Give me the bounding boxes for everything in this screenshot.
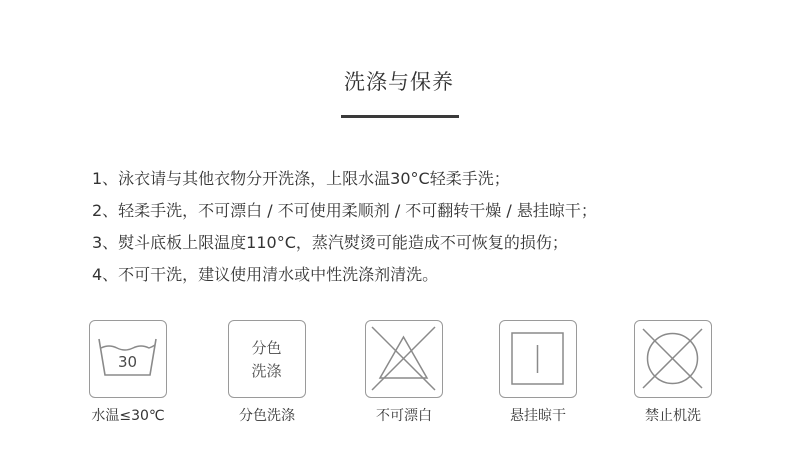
wash-separately-text-line2: 洗涤 — [251, 362, 282, 380]
wash-30-icon — [89, 320, 167, 398]
no-machine-wash-icon — [634, 320, 712, 398]
page-title: 洗涤与保养 — [344, 70, 454, 94]
care-note-1: 1、泳衣请与其他衣物分开洗涤，上限水温30°C轻柔手洗； — [92, 169, 510, 188]
wash-separately-text-line1: 分色 — [251, 339, 282, 357]
no-bleach-label: 不可漂白 — [376, 408, 432, 424]
no-machine-wash-label: 禁止机洗 — [645, 408, 701, 424]
care-note-2: 2、轻柔手洗，不可漂白 / 不可使用柔顺剂 / 不可翻转干燥 / 悬挂晾干； — [92, 201, 597, 220]
wash-separately-icon — [228, 320, 306, 398]
care-note-4: 4、不可干洗，建议使用清水或中性洗涤剂清洗。 — [92, 265, 439, 284]
title-underline — [341, 115, 459, 118]
care-notes-list — [92, 163, 597, 291]
line-dry-icon — [499, 320, 577, 398]
wash-30-label: 水温≤30℃ — [91, 408, 165, 424]
wash-separately-label: 分色洗涤 — [239, 408, 295, 424]
no-bleach-icon — [365, 320, 443, 398]
line-dry-label: 悬挂晾干 — [510, 408, 566, 424]
wash-temperature-text: 30 — [117, 353, 138, 371]
care-note-3: 3、熨斗底板上限温度110°C，蒸汽熨烫可能造成不可恢复的损伤； — [92, 233, 568, 252]
